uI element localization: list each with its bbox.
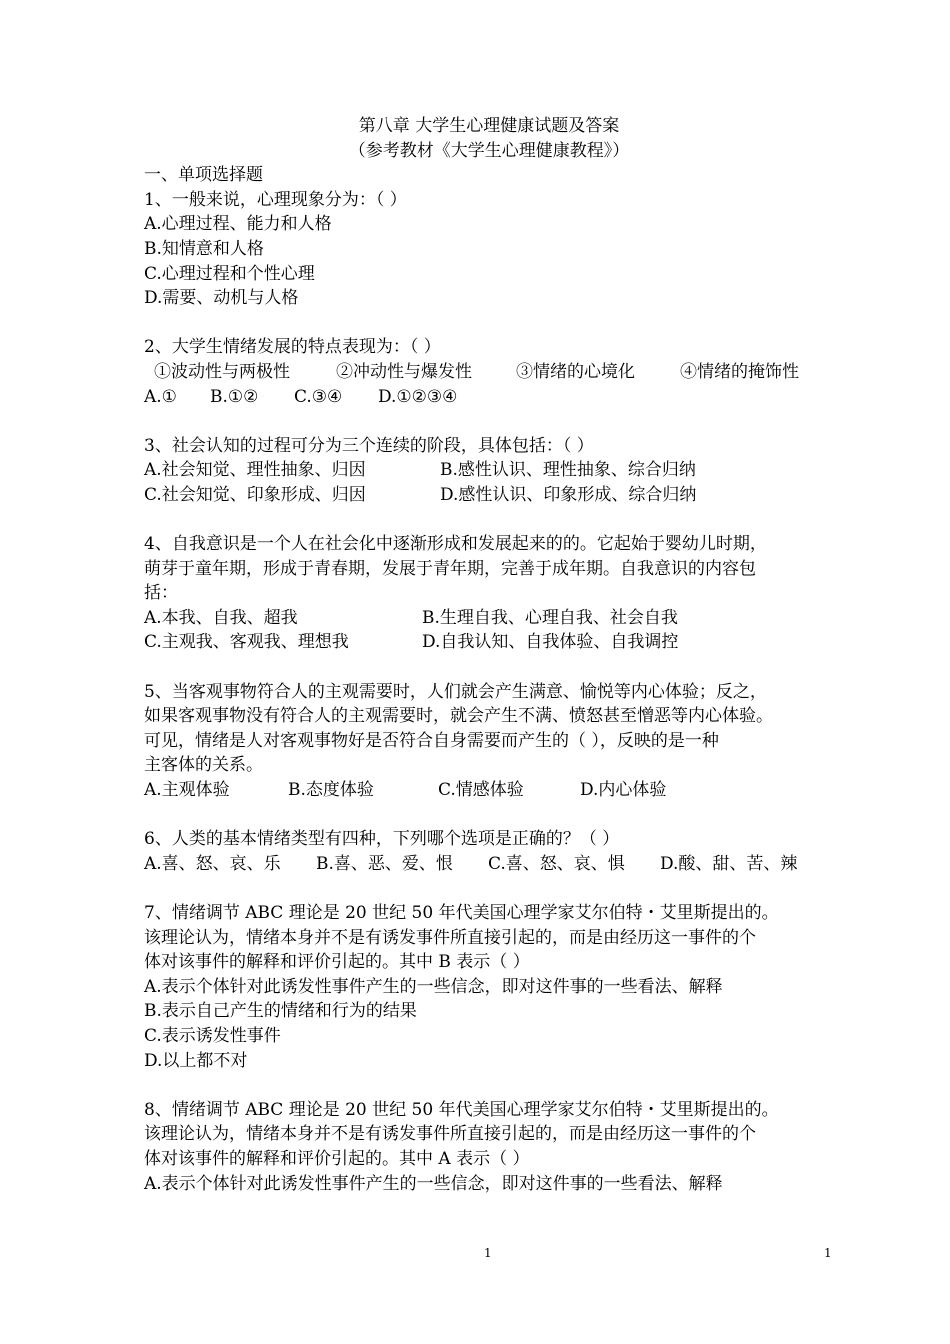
spacer [144,1073,834,1098]
spacer [144,508,834,533]
question-6 [144,827,834,876]
option-b: B.①② [210,386,259,407]
option-c: C.心理过程和个性心理 [144,263,315,284]
question-stem-line: 可见，情绪是人对客观事物好是否符合自身需要而产生的（ ），反映的是一种 [144,730,719,751]
spacer [144,876,834,901]
question-stem: 1、一般来说，心理现象分为：（ ） [144,189,407,210]
question-3 [144,434,834,508]
option-d: D.①②③④ [378,386,458,407]
question-1 [144,188,834,311]
question-stem: 6、人类的基本情绪类型有四种，下列哪个选项是正确的？（ ） [144,829,620,850]
option-a: A.表示个体针对此诱发性事件产生的一些信念，即对这件事的一些看法、解释 [144,976,723,997]
question-stem-line: 5、当客观事物符合人的主观需要时，人们就会产生满意、愉悦等内心体验；反之， [144,681,767,702]
option-d: D.以上都不对 [144,1050,248,1071]
option-c: C.表示诱发性事件 [144,1025,281,1046]
document-subtitle: （参考教材《大学生心理健康教程》） [348,140,630,161]
option-b: B.态度体验 [288,780,374,801]
options-row [144,458,834,483]
options-row [144,630,834,655]
option-b: B.知情意和人格 [144,238,264,259]
options-row [144,483,834,508]
item-1: ①波动性与两极性 [154,361,290,382]
item-3: ③情绪的心境化 [516,361,635,382]
options-row [144,778,834,803]
option-c: C.主观我、客观我、理想我 [144,632,349,653]
question-stem-line: 括： [144,583,178,604]
options-row [144,852,834,877]
item-4: ④情绪的掩饰性 [680,361,799,382]
option-a: A.社会知觉、理性抽象、归因 [144,460,366,481]
option-a: A.本我、自我、超我 [144,607,298,628]
question-stem-line: 萌芽于童年期，形成于青春期，发展于青年期，完善于成年期。自我意识的内容包 [144,558,756,579]
option-a: A.表示个体针对此诱发性事件产生的一些信念，即对这件事的一些看法、解释 [144,1173,723,1194]
option-b: B.感性认识、理性抽象、综合归纳 [440,460,696,481]
question-8 [144,1098,834,1196]
document-title: 第八章 大学生心理健康试题及答案 [358,116,620,136]
question-4 [144,532,834,655]
options-row [144,385,834,410]
option-d: D.内心体验 [580,780,667,801]
question-items [144,360,834,385]
option-b: B.喜、恶、爱、恨 [316,853,453,874]
option-d: D.需要、动机与人格 [144,288,299,309]
page-number-right: 1 [824,1246,832,1260]
option-c: C.社会知觉、印象形成、归因 [144,484,366,505]
spacer [144,409,834,434]
document-body [144,114,834,1196]
spacer [144,655,834,680]
question-stem-line: 体对该事件的解释和评价引起的。其中 A 表示（ ） [144,1148,530,1169]
question-2 [144,335,834,409]
question-7 [144,901,834,1073]
option-d: D.自我认知、自我体验、自我调控 [422,632,679,653]
option-b: B.表示自己产生的情绪和行为的结果 [144,1001,417,1022]
question-stem: 2、大学生情绪发展的特点表现为：（ ） [144,337,441,358]
question-stem-line: 该理论认为，情绪本身并不是有诱发事件所直接引起的，而是由经历这一事件的个 [144,1124,756,1145]
option-c: C.③④ [294,386,343,407]
question-stem-line: 8、情绪调节 ABC 理论是 20 世纪 50 年代美国心理学家艾尔伯特・艾里斯提出的。 [144,1099,779,1120]
section-heading: 一、单项选择题 [144,165,263,186]
option-c: C.喜、怒、哀、惧 [488,853,625,874]
question-stem-line: 主客体的关系。 [144,755,263,776]
question-stem: 3、社会认知的过程可分为三个连续的阶段，具体包括：（ ） [144,435,594,456]
option-a: A.喜、怒、哀、乐 [144,853,281,874]
question-stem-line: 如果客观事物没有符合人的主观需要时，就会产生不满、愤怒甚至憎恶等内心体验。 [144,706,773,727]
option-a: A.心理过程、能力和人格 [144,214,332,235]
question-5 [144,680,834,803]
option-a: A.① [144,386,177,407]
option-c: C.情感体验 [438,780,524,801]
question-stem-line: 体对该事件的解释和评价引起的。其中 B 表示（ ） [144,952,530,973]
spacer [144,803,834,828]
option-a: A.主观体验 [144,780,230,801]
options-row [144,606,834,631]
spacer [144,311,834,336]
item-2: ②冲动性与爆发性 [336,361,472,382]
question-stem-line: 4、自我意识是一个人在社会化中逐渐形成和发展起来的的。它起始于婴幼儿时期， [144,534,767,555]
question-stem-line: 该理论认为，情绪本身并不是有诱发事件所直接引起的，而是由经历这一事件的个 [144,927,756,948]
page-number-center: 1 [484,1246,492,1260]
question-stem-line: 7、情绪调节 ABC 理论是 20 世纪 50 年代美国心理学家艾尔伯特・艾里斯提出的。 [144,903,779,923]
option-d: D.酸、甜、苦、辣 [660,853,798,874]
option-b: B.生理自我、心理自我、社会自我 [422,607,678,628]
option-d: D.感性认识、印象形成、综合归纳 [440,484,697,505]
